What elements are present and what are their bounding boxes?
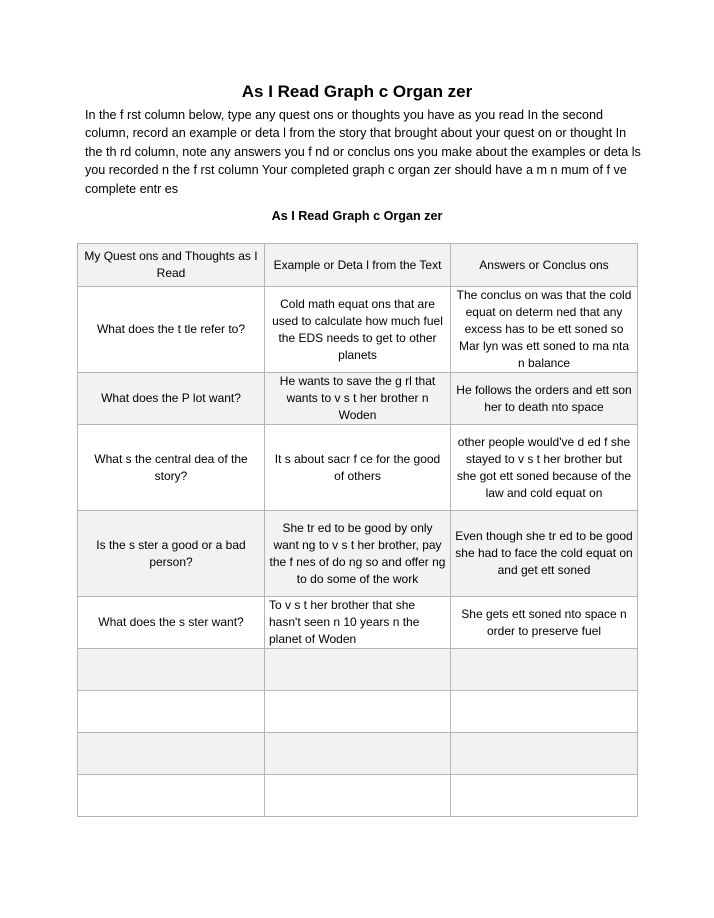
document-title: As I Read Graph c Organ zer [241,82,473,101]
question-cell[interactable] [78,691,265,733]
table-header-row [78,244,638,287]
example-cell[interactable]: Cold math equat ons that are used to calculate how much fuel the EDS needs to get to other planets [265,287,451,373]
question-cell[interactable]: What s the central dea of the story? [78,425,265,511]
example-cell[interactable]: To v s t her brother that she hasn't seen n 10 years n the planet of Woden [265,597,451,649]
table-title: As I Read Graph c Organ zer [271,209,443,223]
question-cell[interactable]: Is the s ster a good or a bad person? [78,511,265,597]
graphic-organizer-table [77,243,638,817]
instructions-paragraph: In the f rst column below, type any quest ons or thoughts you have as you read In the second column, record an example or deta l from the story that brought about your quest on or thought In the th rd column, note any answers you f nd or conclus ons you make about the examples or deta ls you recorded n the f rst column Your completed graph c organ zer should have a m n mum of f ve complete entr es [85,108,641,196]
question-cell[interactable]: What does the P lot want? [78,373,265,425]
table-row [78,775,638,817]
answer-cell[interactable] [451,775,638,817]
header-answers: Answers or Conclus ons [451,244,638,287]
table-row [78,373,638,425]
answer-cell[interactable]: other people would've d ed f she stayed to v s t her brother but she got ett soned because of the law and cold equat on [451,425,638,511]
answer-cell[interactable] [451,691,638,733]
example-cell[interactable]: He wants to save the g rl that wants to v s t her brother n Woden [265,373,451,425]
table-row [78,691,638,733]
table-row [78,287,638,373]
answer-cell[interactable]: He follows the orders and ett son her to death nto space [451,373,638,425]
table-row [78,597,638,649]
example-cell[interactable]: It s about sacr f ce for the good of others [265,425,451,511]
table-row [78,649,638,691]
question-cell[interactable] [78,733,265,775]
answer-cell[interactable] [451,649,638,691]
example-cell[interactable]: She tr ed to be good by only want ng to v s t her brother, pay the f nes of do ng so and offer ng to do some of the work [265,511,451,597]
table-row [78,511,638,597]
example-cell[interactable] [265,775,451,817]
answer-cell[interactable]: The conclus on was that the cold equat on determ ned that any excess has to be ett soned so Mar lyn was ett soned to ma nta n balance [451,287,638,373]
question-cell[interactable]: What does the t tle refer to? [78,287,265,373]
question-cell[interactable]: What does the s ster want? [78,597,265,649]
answer-cell[interactable] [451,733,638,775]
answer-cell[interactable]: She gets ett soned nto space n order to preserve fuel [451,597,638,649]
table-row [78,733,638,775]
example-cell[interactable] [265,649,451,691]
table-row [78,425,638,511]
answer-cell[interactable]: Even though she tr ed to be good she had to face the cold equat on and get ett soned [451,511,638,597]
header-example: Example or Deta l from the Text [265,244,451,287]
question-cell[interactable] [78,649,265,691]
question-cell[interactable] [78,775,265,817]
example-cell[interactable] [265,733,451,775]
example-cell[interactable] [265,691,451,733]
header-questions: My Quest ons and Thoughts as I Read [78,244,265,287]
